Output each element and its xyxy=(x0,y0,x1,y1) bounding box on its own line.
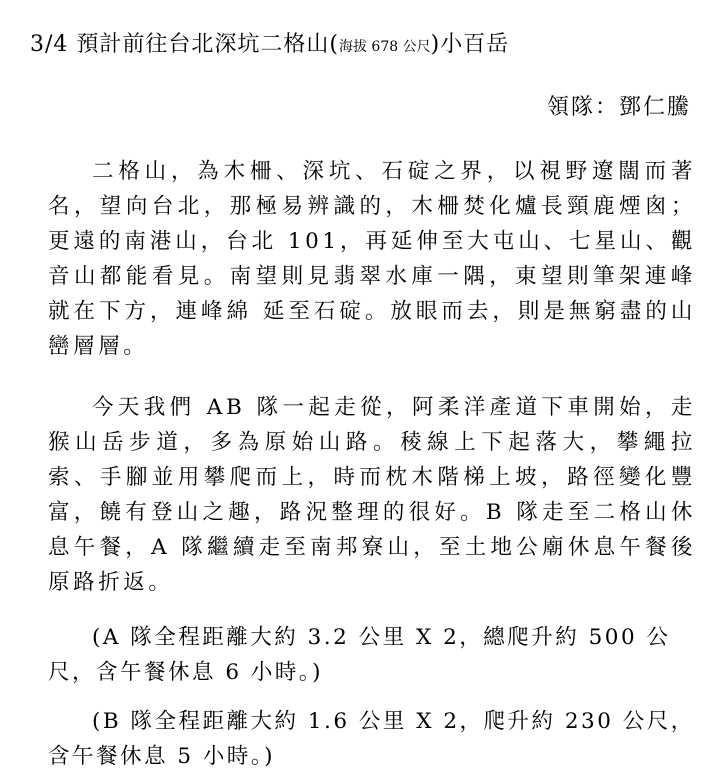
paragraph-route: 今天我們 AB 隊一起走從，阿柔洋產道下車開始，走猴山岳步道，多為原始山路。稜線上下起落大，攀繩拉索、手腳並用攀爬而上，時而枕木階梯上坡，路徑變化豐富，饒有登山之趣，路況整理的很好。B 隊走至二格山休息午餐，A 隊繼續走至南邦寮山，至土地公廟休息午餐後原路折返。 xyxy=(48,394,696,595)
note-team-b: (B 隊全程距離大約 1.6 公里 X 2，爬升約 230 公尺，含午餐休息 5 小時。) xyxy=(48,708,695,769)
document-title xyxy=(30,30,509,62)
paragraph-scenery: 二格山，為木柵、深坑、石碇之界，以視野遼闊而著名，望向台北，那極易辨識的，木柵焚化爐長頸鹿煙囪；更遠的南港山，台北 101，再延伸至大屯山、七星山、觀音山都能看見。南望則見翡翠水庫一隅，東望則筆架連峰就在下方，連峰綿 延至石碇。放眼而去，則是無窮盡的山巒層層。 xyxy=(48,158,696,359)
title-altitude-text: 海拔 678 公尺 xyxy=(338,39,431,55)
title-main-text: 3/4 預計前往台北深坑二格山( xyxy=(30,32,339,57)
leader-line: 領隊：鄧仁騰 xyxy=(546,95,691,120)
title-end-text: )小百岳 xyxy=(430,32,510,57)
note-team-a: (A 隊全程距離大約 3.2 公里 X 2，總爬升約 500 公尺，含午餐休息 6 小時。) xyxy=(48,624,671,685)
